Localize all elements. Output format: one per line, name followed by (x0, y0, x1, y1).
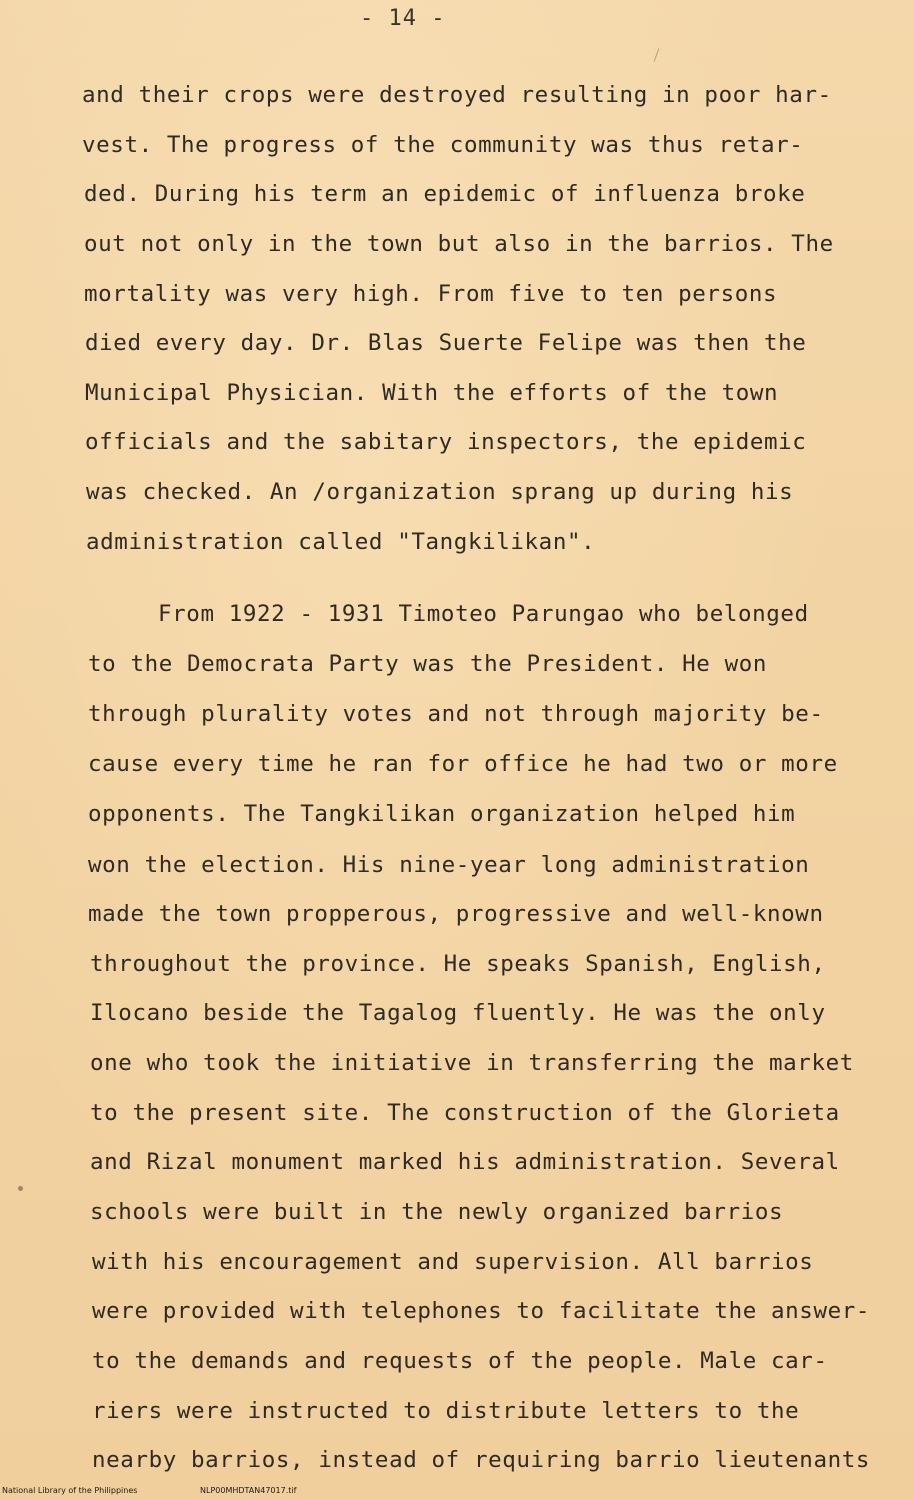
text-line: won the election. His nine-year long administration (88, 852, 810, 878)
text-line: with his encouragement and supervision. All barrios (92, 1249, 814, 1275)
text-line: administration called "Tangkilikan". (86, 529, 596, 555)
stray-mark (654, 48, 660, 61)
text-line: one who took the initiative in transferring the market (90, 1050, 854, 1076)
text-line: out not only in the town but also in the barrios. The (84, 231, 834, 257)
text-line: Ilocano beside the Tagalog fluently. He was the only (90, 1000, 826, 1026)
scan-footer (0, 1486, 914, 1498)
text-line: ded. During his term an epidemic of influenza broke (84, 181, 806, 207)
text-line: mortality was very high. From five to ten persons (84, 281, 778, 307)
text-line: through plurality votes and not through majority be- (88, 701, 824, 727)
text-line: and Rizal monument marked his administration. Several (90, 1149, 840, 1175)
text-line: opponents. The Tangkilikan organization helped him (88, 801, 796, 827)
text-line: died every day. Dr. Blas Suerte Felipe was then the (85, 330, 807, 356)
text-line: was checked. An /organization sprang up during his (86, 479, 794, 505)
paper-speck (18, 1186, 23, 1191)
footer-library: National Library of the Philippines (2, 1486, 138, 1495)
text-line: Municipal Physician. With the efforts of the town (85, 380, 779, 406)
text-line: riers were instructed to distribute letters to the (92, 1398, 800, 1424)
text-line: to the demands and requests of the people. Male car- (92, 1348, 828, 1374)
text-line: were provided with telephones to facilitate the answer- (92, 1298, 871, 1324)
text-line: officials and the sabitary inspectors, the epidemic (85, 429, 807, 455)
text-line: nearby barrios, instead of requiring barrio lieutenants (92, 1447, 871, 1473)
text-line: vest. The progress of the community was thus retar- (82, 132, 804, 158)
text-line: to the present site. The construction of the Glorieta (90, 1100, 840, 1126)
footer-file: NLP00MHDTAN47017.tif (200, 1486, 297, 1495)
text-line: schools were built in the newly organized barrios (90, 1199, 784, 1225)
page-number: - 14 - (360, 6, 446, 31)
text-line: and their crops were destroyed resulting in poor har- (82, 82, 832, 108)
text-line: throughout the province. He speaks Spanish, English, (90, 951, 826, 977)
text-line: From 1922 - 1931 Timoteo Parungao who belonged (158, 601, 809, 627)
text-line: to the Democrata Party was the President. He won (88, 651, 768, 677)
text-line: made the town propperous, progressive and well-known (88, 901, 824, 927)
text-line: cause every time he ran for office he had two or more (88, 751, 838, 777)
